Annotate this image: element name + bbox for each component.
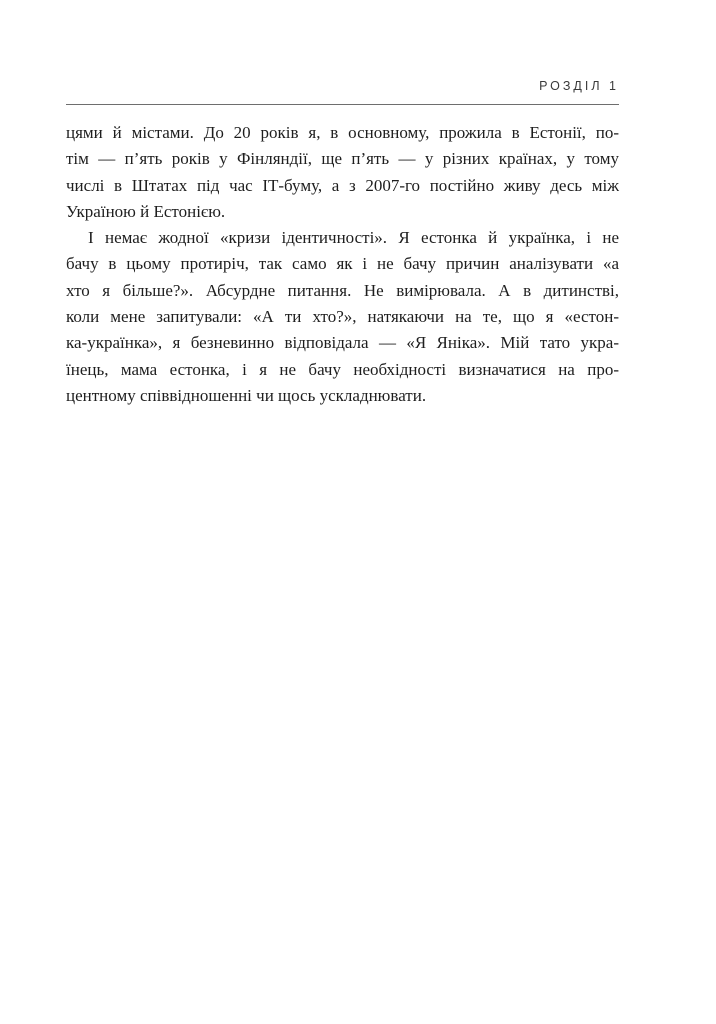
text-line: І немає жодної «кризи ідентичності». Я естонка й українка, і не: [88, 228, 619, 248]
text-line: числі в Штатах під час ІТ-буму, а з 2007-го постійно живу десь між: [66, 175, 619, 195]
text-line: центному співвідношенні чи щось ускладнювати.: [66, 385, 427, 405]
running-head: РОЗДІЛ 1: [539, 79, 619, 93]
text-line: Україною й Естонією.: [66, 201, 226, 221]
paragraph-2: [66, 225, 619, 409]
body-text: [66, 120, 619, 409]
text-line: бачу в цьому протиріч, так само як і не бачу причин аналізувати «а: [66, 254, 619, 274]
text-line: цями й містами. До 20 років я, в основному, прожила в Естонії, по-: [66, 123, 619, 142]
text-line: тім — п’ять років у Фінляндії, ще п’ять — у різних країнах, у тому: [66, 149, 619, 169]
header-rule: [66, 104, 619, 105]
text-line: їнець, мама естонка, і я не бачу необхідності визначатися на про-: [66, 359, 619, 379]
text-line: ка-українка», я безневинно відповідала — «Я Яніка». Мій тато укра-: [66, 333, 619, 353]
text-line: коли мене запитували: «А ти хто?», натякаючи на те, що я «естон-: [66, 307, 619, 327]
text-line: хто я більше?». Абсурдне питання. Не вимірювала. А в дитинстві,: [66, 280, 619, 300]
paragraph-1: [66, 120, 619, 225]
